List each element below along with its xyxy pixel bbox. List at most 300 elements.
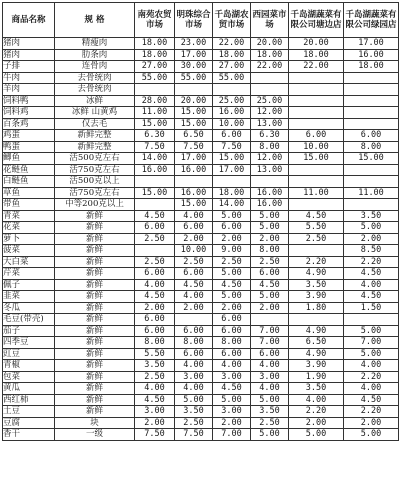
product-name-cell: 饲料鸡 <box>3 107 55 119</box>
tangbian-price-cell: 15.00 <box>289 153 344 165</box>
product-name-cell: 羊肉 <box>3 84 55 96</box>
xiyuan-price-cell: 2.50 <box>251 417 289 429</box>
table-body <box>3 38 399 441</box>
qiandaohu-price-cell: 2.50 <box>213 256 251 268</box>
product-name-cell: 菠菜 <box>3 245 55 257</box>
spec-cell: 新鲜完整 <box>55 141 135 153</box>
lvyuan-price-cell: 1.50 <box>344 302 399 314</box>
nanyuan-price-cell <box>135 199 175 211</box>
mingzhu-price-cell: 2.50 <box>175 417 213 429</box>
xiyuan-price-cell: 2.00 <box>251 302 289 314</box>
nanyuan-price-cell: 4.00 <box>135 279 175 291</box>
table-row <box>3 153 399 165</box>
product-name-cell: 芹菜 <box>3 268 55 280</box>
lvyuan-price-cell: 2.20 <box>344 406 399 418</box>
lvyuan-price-cell <box>344 72 399 84</box>
xiyuan-price-cell: 12.00 <box>251 107 289 119</box>
tangbian-price-cell: 6.00 <box>289 130 344 142</box>
tangbian-price-cell: 3.50 <box>289 279 344 291</box>
nanyuan-price-cell: 2.00 <box>135 417 175 429</box>
xiyuan-price-cell: 4.00 <box>251 383 289 395</box>
mingzhu-price-cell: 55.00 <box>175 72 213 84</box>
mingzhu-price-cell: 15.00 <box>175 107 213 119</box>
tangbian-price-cell <box>289 199 344 211</box>
lvyuan-price-cell: 6.00 <box>344 130 399 142</box>
xiyuan-price-cell: 5.00 <box>251 291 289 303</box>
lvyuan-price-cell: 3.50 <box>344 210 399 222</box>
mingzhu-price-cell <box>175 314 213 326</box>
nanyuan-price-cell: 6.00 <box>135 222 175 234</box>
mingzhu-price-cell: 15.00 <box>175 118 213 130</box>
product-name-cell: 香干 <box>3 429 55 441</box>
mingzhu-price-cell: 4.00 <box>175 210 213 222</box>
table-row <box>3 141 399 153</box>
lvyuan-price-cell: 15.00 <box>344 153 399 165</box>
table-row <box>3 256 399 268</box>
table-row <box>3 417 399 429</box>
lvyuan-price-cell: 8.00 <box>344 141 399 153</box>
qiandaohu-price-cell: 22.00 <box>213 38 251 50</box>
qiandaohu-price-cell: 4.50 <box>213 383 251 395</box>
lvyuan-price-cell <box>344 84 399 96</box>
product-name-cell: 佩子 <box>3 279 55 291</box>
product-name-cell: 鲫鱼 <box>3 153 55 165</box>
qiandaohu-price-cell: 4.00 <box>213 360 251 372</box>
lvyuan-price-cell: 4.00 <box>344 383 399 395</box>
spec-cell: 连骨肉 <box>55 61 135 73</box>
table-row <box>3 314 399 326</box>
spec-cell: 新鲜 <box>55 371 135 383</box>
product-name-cell: 大白菜 <box>3 256 55 268</box>
tangbian-price-cell: 6.50 <box>289 337 344 349</box>
nanyuan-price-cell: 2.50 <box>135 371 175 383</box>
xiyuan-price-cell: 3.50 <box>251 406 289 418</box>
xiyuan-price-cell: 12.00 <box>251 153 289 165</box>
lvyuan-price-cell: 7.00 <box>344 337 399 349</box>
lvyuan-price-cell: 8.50 <box>344 245 399 257</box>
tangbian-price-cell: 2.20 <box>289 256 344 268</box>
product-name-cell: 豇豆 <box>3 348 55 360</box>
spec-cell: 新鲜 <box>55 314 135 326</box>
product-name-cell: 冬瓜 <box>3 302 55 314</box>
tangbian-price-cell: 1.80 <box>289 302 344 314</box>
table-row <box>3 130 399 142</box>
spec-cell: 新鲜 <box>55 222 135 234</box>
tangbian-price-cell: 18.00 <box>289 49 344 61</box>
product-name-cell: 花鲢鱼 <box>3 164 55 176</box>
tangbian-price-cell: 3.50 <box>289 383 344 395</box>
nanyuan-price-cell: 5.50 <box>135 348 175 360</box>
product-name-cell: 牛肉 <box>3 72 55 84</box>
product-name-cell: 豆腐 <box>3 417 55 429</box>
qiandaohu-price-cell: 3.00 <box>213 371 251 383</box>
spec-cell: 新鲜 <box>55 210 135 222</box>
spec-cell: 活750克左右 <box>55 187 135 199</box>
product-name-cell: 带鱼 <box>3 199 55 211</box>
spec-cell: 活500克左右 <box>55 153 135 165</box>
qiandaohu-price-cell: 6.00 <box>213 348 251 360</box>
header-nanyuan-market: 南苑农贸市场 <box>135 3 175 38</box>
mingzhu-price-cell: 6.00 <box>175 348 213 360</box>
nanyuan-price-cell: 3.00 <box>135 406 175 418</box>
lvyuan-price-cell <box>344 164 399 176</box>
lvyuan-price-cell: 5.00 <box>344 429 399 441</box>
mingzhu-price-cell: 16.00 <box>175 187 213 199</box>
product-name-cell: 鸭蛋 <box>3 141 55 153</box>
spec-cell: 新鲜 <box>55 302 135 314</box>
spec-cell: 活750克左右 <box>55 164 135 176</box>
product-name-cell: 青椒 <box>3 360 55 372</box>
mingzhu-price-cell: 23.00 <box>175 38 213 50</box>
qiandaohu-price-cell: 8.00 <box>213 337 251 349</box>
xiyuan-price-cell: 5.00 <box>251 222 289 234</box>
spec-cell: 新鲜完整 <box>55 130 135 142</box>
product-name-cell: 包菜 <box>3 371 55 383</box>
nanyuan-price-cell: 18.00 <box>135 38 175 50</box>
lvyuan-price-cell: 18.00 <box>344 61 399 73</box>
mingzhu-price-cell: 10.00 <box>175 245 213 257</box>
product-name-cell: 黄瓜 <box>3 383 55 395</box>
xiyuan-price-cell: 3.00 <box>251 371 289 383</box>
table-row <box>3 118 399 130</box>
qiandaohu-price-cell: 10.00 <box>213 118 251 130</box>
tangbian-price-cell: 11.00 <box>289 187 344 199</box>
xiyuan-price-cell: 6.00 <box>251 348 289 360</box>
table-row <box>3 268 399 280</box>
lvyuan-price-cell: 17.00 <box>344 38 399 50</box>
mingzhu-price-cell: 7.50 <box>175 141 213 153</box>
spec-cell: 冰鲜 山黄鸡 <box>55 107 135 119</box>
lvyuan-price-cell: 2.00 <box>344 417 399 429</box>
tangbian-price-cell: 2.50 <box>289 233 344 245</box>
xiyuan-price-cell: 16.00 <box>251 199 289 211</box>
tangbian-price-cell <box>289 84 344 96</box>
xiyuan-price-cell: 20.00 <box>251 38 289 50</box>
tangbian-price-cell: 20.00 <box>289 38 344 50</box>
qiandaohu-price-cell: 5.00 <box>213 291 251 303</box>
spec-cell: 仅去毛 <box>55 118 135 130</box>
lvyuan-price-cell: 4.50 <box>344 291 399 303</box>
tangbian-price-cell <box>289 164 344 176</box>
nanyuan-price-cell: 14.00 <box>135 153 175 165</box>
header-spec: 规 格 <box>55 3 135 38</box>
mingzhu-price-cell: 6.00 <box>175 325 213 337</box>
spec-cell: 新鲜 <box>55 348 135 360</box>
mingzhu-price-cell: 5.00 <box>175 394 213 406</box>
spec-cell: 活500克以上 <box>55 176 135 188</box>
product-name-cell: 白鲢鱼 <box>3 176 55 188</box>
lvyuan-price-cell <box>344 176 399 188</box>
spec-cell: 精瘦肉 <box>55 38 135 50</box>
mingzhu-price-cell: 3.50 <box>175 406 213 418</box>
mingzhu-price-cell: 16.00 <box>175 164 213 176</box>
table-row <box>3 107 399 119</box>
qiandaohu-price-cell: 17.00 <box>213 164 251 176</box>
tangbian-price-cell: 2.00 <box>289 417 344 429</box>
table-row <box>3 360 399 372</box>
nanyuan-price-cell: 4.50 <box>135 210 175 222</box>
spec-cell: 新鲜 <box>55 406 135 418</box>
xiyuan-price-cell: 13.00 <box>251 118 289 130</box>
lvyuan-price-cell: 5.00 <box>344 348 399 360</box>
spec-cell: 新鲜 <box>55 383 135 395</box>
spec-cell: 新鲜 <box>55 279 135 291</box>
spec-cell: 一级 <box>55 429 135 441</box>
qiandaohu-price-cell: 7.50 <box>213 141 251 153</box>
lvyuan-price-cell <box>344 118 399 130</box>
tangbian-price-cell <box>289 118 344 130</box>
nanyuan-price-cell: 6.00 <box>135 314 175 326</box>
product-name-cell: 饲料鸭 <box>3 95 55 107</box>
lvyuan-price-cell: 4.00 <box>344 279 399 291</box>
qiandaohu-price-cell: 27.00 <box>213 61 251 73</box>
spec-cell: 中等200克以上 <box>55 199 135 211</box>
xiyuan-price-cell: 8.00 <box>251 245 289 257</box>
tangbian-price-cell: 1.90 <box>289 371 344 383</box>
table-row <box>3 49 399 61</box>
table-row <box>3 302 399 314</box>
spec-cell: 新鲜 <box>55 337 135 349</box>
nanyuan-price-cell: 3.50 <box>135 360 175 372</box>
nanyuan-price-cell: 55.00 <box>135 72 175 84</box>
spec-cell: 去骨统肉 <box>55 84 135 96</box>
table-row <box>3 429 399 441</box>
mingzhu-price-cell: 2.50 <box>175 256 213 268</box>
mingzhu-price-cell: 6.00 <box>175 268 213 280</box>
mingzhu-price-cell: 4.00 <box>175 383 213 395</box>
product-name-cell: 猪肉 <box>3 38 55 50</box>
table-header <box>3 3 399 38</box>
tangbian-price-cell: 4.00 <box>289 394 344 406</box>
xiyuan-price-cell: 4.00 <box>251 360 289 372</box>
nanyuan-price-cell: 18.00 <box>135 49 175 61</box>
xiyuan-price-cell <box>251 72 289 84</box>
lvyuan-price-cell: 2.00 <box>344 233 399 245</box>
spec-cell: 新鲜 <box>55 233 135 245</box>
header-row <box>3 3 399 38</box>
tangbian-price-cell: 4.90 <box>289 325 344 337</box>
table-row <box>3 95 399 107</box>
nanyuan-price-cell: 11.00 <box>135 107 175 119</box>
xiyuan-price-cell: 2.50 <box>251 256 289 268</box>
spec-cell: 新鲜 <box>55 291 135 303</box>
mingzhu-price-cell: 4.50 <box>175 279 213 291</box>
table-row <box>3 72 399 84</box>
lvyuan-price-cell <box>344 314 399 326</box>
qiandaohu-price-cell: 5.00 <box>213 394 251 406</box>
spec-cell: 肋条肉 <box>55 49 135 61</box>
product-name-cell: 萝卜 <box>3 233 55 245</box>
product-name-cell: 百条鸡 <box>3 118 55 130</box>
xiyuan-price-cell: 6.30 <box>251 130 289 142</box>
xiyuan-price-cell: 25.00 <box>251 95 289 107</box>
table-row <box>3 222 399 234</box>
lvyuan-price-cell <box>344 199 399 211</box>
nanyuan-price-cell: 4.50 <box>135 394 175 406</box>
lvyuan-price-cell: 16.00 <box>344 49 399 61</box>
table-row <box>3 38 399 50</box>
tangbian-price-cell: 3.90 <box>289 360 344 372</box>
xiyuan-price-cell: 18.00 <box>251 49 289 61</box>
product-name-cell: 韭菜 <box>3 291 55 303</box>
table-row <box>3 348 399 360</box>
lvyuan-price-cell: 4.50 <box>344 394 399 406</box>
table-row <box>3 325 399 337</box>
xiyuan-price-cell: 4.50 <box>251 279 289 291</box>
spec-cell: 新鲜 <box>55 360 135 372</box>
mingzhu-price-cell: 17.00 <box>175 153 213 165</box>
header-tangbian-store: 千岛湖蔬菜有限公司塘边店 <box>289 3 344 38</box>
mingzhu-price-cell: 6.50 <box>175 130 213 142</box>
lvyuan-price-cell: 2.20 <box>344 371 399 383</box>
nanyuan-price-cell: 28.00 <box>135 95 175 107</box>
xiyuan-price-cell: 5.00 <box>251 429 289 441</box>
product-name-cell: 土豆 <box>3 406 55 418</box>
lvyuan-price-cell: 4.50 <box>344 268 399 280</box>
spec-cell: 新鲜 <box>55 245 135 257</box>
tangbian-price-cell <box>289 95 344 107</box>
product-name-cell: 子排 <box>3 61 55 73</box>
nanyuan-price-cell: 6.30 <box>135 130 175 142</box>
xiyuan-price-cell: 8.00 <box>251 141 289 153</box>
header-mingzhu-market: 明珠综合市场 <box>175 3 213 38</box>
table-row <box>3 164 399 176</box>
qiandaohu-price-cell: 3.00 <box>213 406 251 418</box>
mingzhu-price-cell: 4.00 <box>175 291 213 303</box>
tangbian-price-cell: 5.00 <box>289 429 344 441</box>
tangbian-price-cell: 5.50 <box>289 222 344 234</box>
xiyuan-price-cell: 13.00 <box>251 164 289 176</box>
xiyuan-price-cell: 22.00 <box>251 61 289 73</box>
mingzhu-price-cell: 30.00 <box>175 61 213 73</box>
lvyuan-price-cell: 4.00 <box>344 360 399 372</box>
table-row <box>3 383 399 395</box>
nanyuan-price-cell: 6.00 <box>135 268 175 280</box>
mingzhu-price-cell: 8.00 <box>175 337 213 349</box>
lvyuan-price-cell <box>344 107 399 119</box>
nanyuan-price-cell: 7.50 <box>135 429 175 441</box>
mingzhu-price-cell <box>175 176 213 188</box>
tangbian-price-cell <box>289 176 344 188</box>
mingzhu-price-cell: 20.00 <box>175 95 213 107</box>
qiandaohu-price-cell: 2.00 <box>213 233 251 245</box>
mingzhu-price-cell: 2.00 <box>175 302 213 314</box>
table-row <box>3 291 399 303</box>
price-table <box>2 2 399 441</box>
product-name-cell: 花菜 <box>3 222 55 234</box>
qiandaohu-price-cell: 18.00 <box>213 49 251 61</box>
table-row <box>3 84 399 96</box>
table-row <box>3 337 399 349</box>
table-row <box>3 187 399 199</box>
nanyuan-price-cell: 2.50 <box>135 256 175 268</box>
mingzhu-price-cell: 17.00 <box>175 49 213 61</box>
qiandaohu-price-cell: 6.00 <box>213 314 251 326</box>
product-name-cell: 四季豆 <box>3 337 55 349</box>
spec-cell: 新鲜 <box>55 256 135 268</box>
tangbian-price-cell: 3.90 <box>289 291 344 303</box>
mingzhu-price-cell: 6.00 <box>175 222 213 234</box>
nanyuan-price-cell: 4.50 <box>135 291 175 303</box>
nanyuan-price-cell: 2.50 <box>135 233 175 245</box>
tangbian-price-cell <box>289 107 344 119</box>
product-name-cell: 毛豆(带壳) <box>3 314 55 326</box>
tangbian-price-cell <box>289 314 344 326</box>
lvyuan-price-cell: 5.00 <box>344 325 399 337</box>
qiandaohu-price-cell <box>213 84 251 96</box>
nanyuan-price-cell: 16.00 <box>135 164 175 176</box>
qiandaohu-price-cell: 9.00 <box>213 245 251 257</box>
spec-cell: 冰鲜 <box>55 95 135 107</box>
table-row <box>3 245 399 257</box>
table-row <box>3 210 399 222</box>
qiandaohu-price-cell: 16.00 <box>213 107 251 119</box>
spec-cell: 块 <box>55 417 135 429</box>
qiandaohu-price-cell: 4.50 <box>213 279 251 291</box>
qiandaohu-price-cell: 18.00 <box>213 187 251 199</box>
xiyuan-price-cell: 7.00 <box>251 325 289 337</box>
tangbian-price-cell: 22.00 <box>289 61 344 73</box>
nanyuan-price-cell: 7.50 <box>135 141 175 153</box>
tangbian-price-cell: 2.20 <box>289 406 344 418</box>
qiandaohu-price-cell: 2.00 <box>213 417 251 429</box>
lvyuan-price-cell: 5.00 <box>344 222 399 234</box>
header-product-name: 商品名称 <box>3 3 55 38</box>
product-name-cell: 猪肉 <box>3 49 55 61</box>
spec-cell: 新鲜 <box>55 325 135 337</box>
qiandaohu-price-cell: 55.00 <box>213 72 251 84</box>
nanyuan-price-cell: 6.00 <box>135 325 175 337</box>
nanyuan-price-cell: 15.00 <box>135 187 175 199</box>
nanyuan-price-cell <box>135 245 175 257</box>
header-xiyuan-market: 西园菜市场 <box>251 3 289 38</box>
mingzhu-price-cell: 4.00 <box>175 360 213 372</box>
product-name-cell: 西红柿 <box>3 394 55 406</box>
xiyuan-price-cell <box>251 314 289 326</box>
mingzhu-price-cell: 15.00 <box>175 199 213 211</box>
qiandaohu-price-cell: 15.00 <box>213 153 251 165</box>
table-row <box>3 371 399 383</box>
qiandaohu-price-cell: 5.00 <box>213 268 251 280</box>
xiyuan-price-cell <box>251 84 289 96</box>
xiyuan-price-cell: 16.00 <box>251 187 289 199</box>
xiyuan-price-cell: 7.00 <box>251 337 289 349</box>
nanyuan-price-cell: 15.00 <box>135 118 175 130</box>
xiyuan-price-cell: 2.00 <box>251 233 289 245</box>
mingzhu-price-cell: 2.00 <box>175 233 213 245</box>
table-row <box>3 61 399 73</box>
qiandaohu-price-cell: 6.00 <box>213 130 251 142</box>
product-name-cell: 草鱼 <box>3 187 55 199</box>
qiandaohu-price-cell: 6.00 <box>213 222 251 234</box>
qiandaohu-price-cell: 2.00 <box>213 302 251 314</box>
spec-cell: 去骨统肉 <box>55 72 135 84</box>
xiyuan-price-cell: 5.00 <box>251 210 289 222</box>
qiandaohu-price-cell: 6.00 <box>213 325 251 337</box>
product-name-cell: 青菜 <box>3 210 55 222</box>
tangbian-price-cell: 4.50 <box>289 210 344 222</box>
table-row <box>3 233 399 245</box>
table-row <box>3 394 399 406</box>
nanyuan-price-cell: 4.00 <box>135 383 175 395</box>
xiyuan-price-cell: 5.00 <box>251 394 289 406</box>
tangbian-price-cell: 4.90 <box>289 268 344 280</box>
qiandaohu-price-cell: 14.00 <box>213 199 251 211</box>
qiandaohu-price-cell <box>213 176 251 188</box>
table-row <box>3 199 399 211</box>
nanyuan-price-cell: 2.00 <box>135 302 175 314</box>
nanyuan-price-cell <box>135 176 175 188</box>
